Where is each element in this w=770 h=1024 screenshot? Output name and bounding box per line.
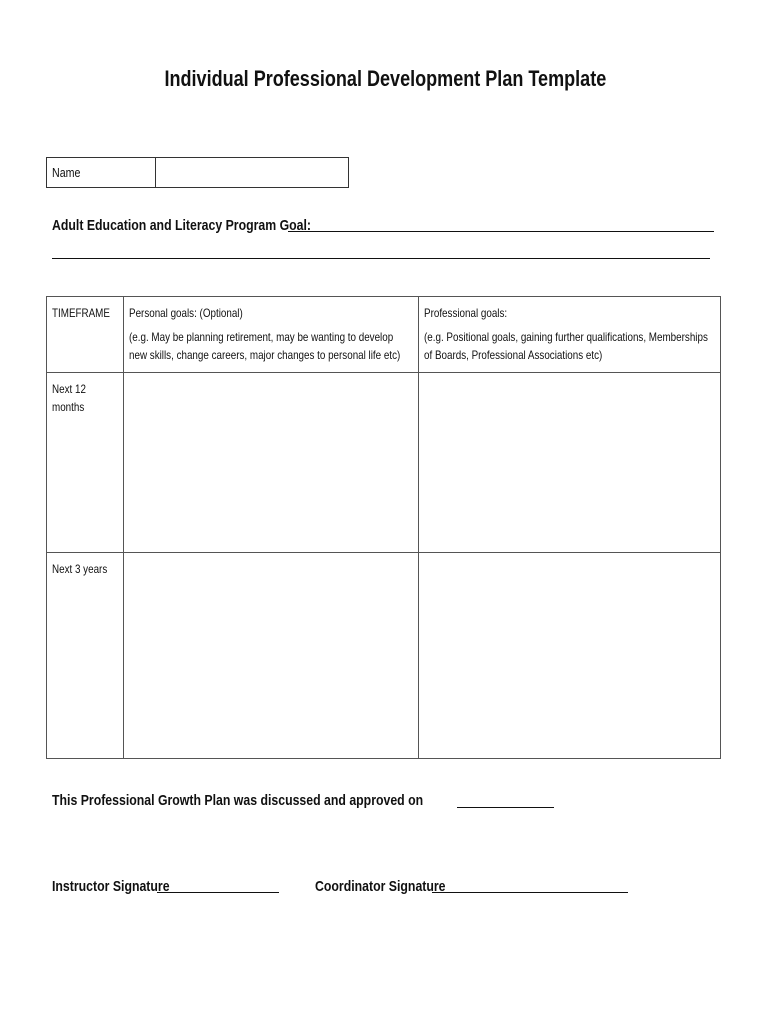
signature-row <box>52 878 652 902</box>
professional-goals-title: Professional goals: <box>424 306 508 320</box>
professional-goals-cell[interactable] <box>419 373 721 553</box>
approval-line <box>52 792 554 809</box>
program-goal-blank-continued[interactable] <box>52 258 710 259</box>
name-field-box <box>46 157 349 188</box>
program-goal-line <box>52 212 714 234</box>
program-goal-label: Adult Education and Literacy Program Goal: <box>52 217 312 234</box>
approval-label: This Professional Growth Plan was discussed and approved on <box>52 792 424 809</box>
personal-goals-cell[interactable] <box>124 373 419 553</box>
timeframe-cell: Next 3 years <box>47 553 124 759</box>
table-header-row <box>47 297 721 373</box>
document-title: Individual Professional Development Plan Template <box>164 66 606 91</box>
table-row <box>47 553 721 759</box>
timeframe-cell: Next 12 months <box>47 373 124 553</box>
instructor-signature-blank[interactable] <box>157 892 279 893</box>
personal-goals-title: Personal goals: (Optional) <box>129 306 243 320</box>
approval-date-blank[interactable] <box>457 807 554 808</box>
professional-goals-hint: (e.g. Positional goals, gaining further qualifications, Memberships of Boards, Professional Associations etc) <box>424 330 708 362</box>
development-plan-table <box>46 296 721 759</box>
personal-goals-header <box>124 297 419 373</box>
name-input[interactable] <box>156 158 348 187</box>
personal-goals-cell[interactable] <box>124 553 419 759</box>
coordinator-signature <box>315 878 628 895</box>
coordinator-signature-blank[interactable] <box>432 892 628 893</box>
program-goal-blank[interactable] <box>288 230 714 232</box>
timeframe-header: TIMEFRAME <box>47 297 124 373</box>
instructor-signature-label: Instructor Signature <box>52 878 170 895</box>
personal-goals-hint: (e.g. May be planning retirement, may be wanting to develop new skills, change careers, major changes to personal life etc) <box>129 330 401 362</box>
name-label: Name <box>47 158 156 187</box>
table-row <box>47 373 721 553</box>
professional-goals-cell[interactable] <box>419 553 721 759</box>
instructor-signature <box>52 878 279 895</box>
coordinator-signature-label: Coordinator Signature <box>315 878 446 895</box>
professional-goals-header <box>419 297 721 373</box>
